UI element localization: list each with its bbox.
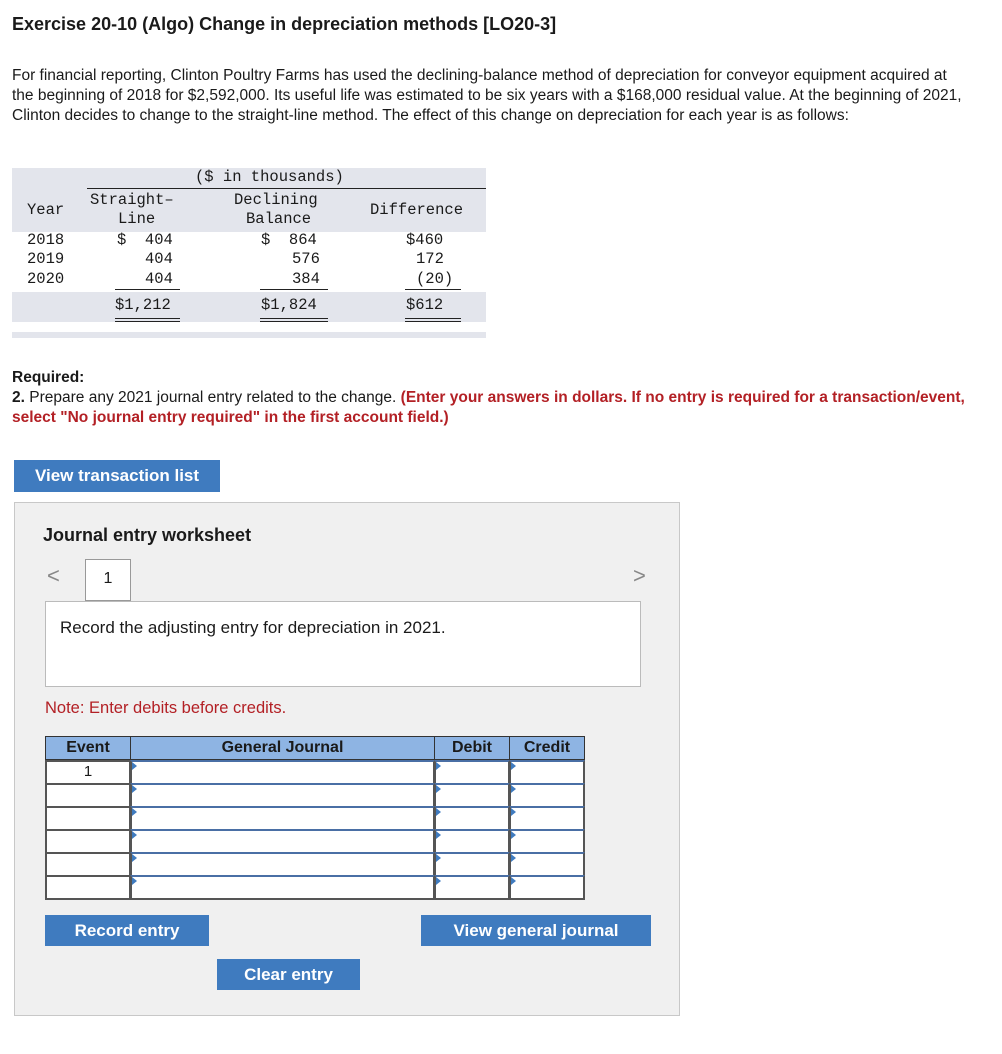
prev-chevron-icon[interactable]: < — [47, 563, 60, 588]
dropdown-marker-icon — [132, 785, 137, 793]
required-item — [12, 388, 972, 428]
required-section — [12, 368, 972, 428]
col-event: Event — [45, 736, 131, 760]
dropdown-marker-icon — [132, 854, 137, 862]
credit-input[interactable] — [509, 852, 585, 877]
worksheet-title: Journal entry worksheet — [43, 525, 252, 545]
account-input[interactable] — [130, 829, 435, 854]
col-credit: Credit — [509, 736, 585, 760]
diff-double-line-2 — [405, 321, 461, 322]
debit-input[interactable] — [434, 783, 510, 808]
account-input[interactable] — [130, 760, 435, 785]
event-cell — [45, 829, 131, 854]
instruction-box — [45, 601, 641, 687]
debit-input[interactable] — [434, 829, 510, 854]
depreciation-table — [12, 168, 486, 340]
row-2018-diff: $460 — [406, 231, 444, 249]
row-2019-diff: 172 — [416, 250, 444, 268]
next-chevron-icon[interactable]: > — [633, 563, 646, 588]
row-2020-diff: (20) — [416, 270, 454, 288]
total-diff: $612 — [406, 296, 444, 314]
row-2018-year: 2018 — [27, 231, 65, 249]
credit-input[interactable] — [509, 806, 585, 831]
row-2020-year: 2020 — [27, 270, 65, 288]
sl-double-line-2 — [115, 321, 180, 322]
required-label: Required: — [12, 369, 85, 386]
dropdown-marker-icon — [511, 877, 516, 885]
dropdown-marker-icon — [132, 808, 137, 816]
db-subtotal-line — [260, 289, 328, 290]
account-input[interactable] — [130, 875, 435, 900]
col-header-sl-2: Line — [118, 210, 156, 228]
dropdown-marker-icon — [511, 854, 516, 862]
col-header-diff: Difference — [370, 201, 464, 219]
db-double-line-1 — [260, 318, 328, 319]
clear-entry-button[interactable]: Clear entry — [217, 959, 360, 990]
row-2019-sl: 404 — [145, 250, 173, 268]
row-2019-db: 576 — [292, 250, 320, 268]
dropdown-marker-icon — [511, 831, 516, 839]
credit-input[interactable] — [509, 829, 585, 854]
col-debit: Debit — [434, 736, 510, 760]
diff-subtotal-line — [405, 289, 461, 290]
account-input[interactable] — [130, 852, 435, 877]
credit-input[interactable] — [509, 783, 585, 808]
col-header-sl-1: Straight– — [90, 191, 174, 209]
account-input[interactable] — [130, 806, 435, 831]
row-2018-sl: $ 404 — [117, 231, 173, 249]
dropdown-marker-icon — [436, 877, 441, 885]
total-sl: $1,212 — [115, 296, 171, 314]
dropdown-marker-icon — [132, 877, 137, 885]
total-db: $1,824 — [261, 296, 317, 314]
sl-subtotal-line — [115, 289, 180, 290]
record-entry-button[interactable]: Record entry — [45, 915, 209, 946]
col-header-db-2: Balance — [246, 210, 312, 228]
dropdown-marker-icon — [511, 785, 516, 793]
dropdown-marker-icon — [511, 808, 516, 816]
debit-input[interactable] — [434, 875, 510, 900]
row-2019-year: 2019 — [27, 250, 65, 268]
dropdown-marker-icon — [436, 854, 441, 862]
debit-input[interactable] — [434, 852, 510, 877]
row-2020-db: 384 — [292, 270, 320, 288]
col-header-db-1: Declining — [234, 191, 318, 209]
instruction-text: Record the adjusting entry for depreciation in 2021. — [60, 618, 446, 637]
event-cell — [45, 783, 131, 808]
caption-underline — [87, 188, 486, 189]
diff-double-line-1 — [405, 318, 461, 319]
page-number: 1 — [103, 570, 113, 587]
debit-input[interactable] — [434, 806, 510, 831]
dropdown-marker-icon — [436, 762, 441, 770]
event-cell — [45, 852, 131, 877]
event-cell — [45, 875, 131, 900]
table-caption: ($ in thousands) — [195, 168, 344, 186]
row-2020-sl: 404 — [145, 270, 173, 288]
sl-double-line-1 — [115, 318, 180, 319]
dropdown-marker-icon — [436, 831, 441, 839]
col-general-journal: General Journal — [130, 736, 435, 760]
view-transaction-list-button[interactable]: View transaction list — [14, 460, 220, 492]
dropdown-marker-icon — [132, 762, 137, 770]
view-general-journal-button[interactable]: View general journal — [421, 915, 651, 946]
debit-input[interactable] — [434, 760, 510, 785]
row-2018-db: $ 864 — [261, 231, 317, 249]
required-number: 2. — [12, 389, 25, 406]
dropdown-marker-icon — [511, 762, 516, 770]
note-text: Note: Enter debits before credits. — [45, 699, 287, 717]
credit-input[interactable] — [509, 875, 585, 900]
db-double-line-2 — [260, 321, 328, 322]
required-text: Prepare any 2021 journal entry related to the change. — [29, 389, 397, 406]
credit-input[interactable] — [509, 760, 585, 785]
page-tab-1[interactable] — [85, 559, 131, 601]
problem-statement: For financial reporting, Clinton Poultry Farms has used the declining-balance method of depreciation for conveyor equipment acquired at the beginning of 2018 for $2,592,000. Its useful life was estimated to be six years with a $168,000 residual value. At the beginning of 2021, Clinton decides to change to the straight-line method. The effect of this change on depreciation for each year is as follows: — [12, 67, 962, 124]
dropdown-marker-icon — [132, 831, 137, 839]
event-cell — [45, 760, 131, 785]
col-header-year: Year — [27, 201, 65, 219]
page-title: Exercise 20-10 (Algo) Change in depreciation methods [LO20-3] — [12, 14, 557, 34]
required-instruction: (Enter your answers in dollars. If no entry is required for a transaction/event, select "No journal entry required" in the first account field.) — [12, 389, 965, 426]
table-footer-band — [12, 332, 486, 338]
dropdown-marker-icon — [436, 808, 441, 816]
event-cell — [45, 806, 131, 831]
event-number: 1 — [83, 763, 93, 780]
dropdown-marker-icon — [436, 785, 441, 793]
journal-entry-worksheet-panel — [14, 502, 680, 1016]
account-input[interactable] — [130, 783, 435, 808]
